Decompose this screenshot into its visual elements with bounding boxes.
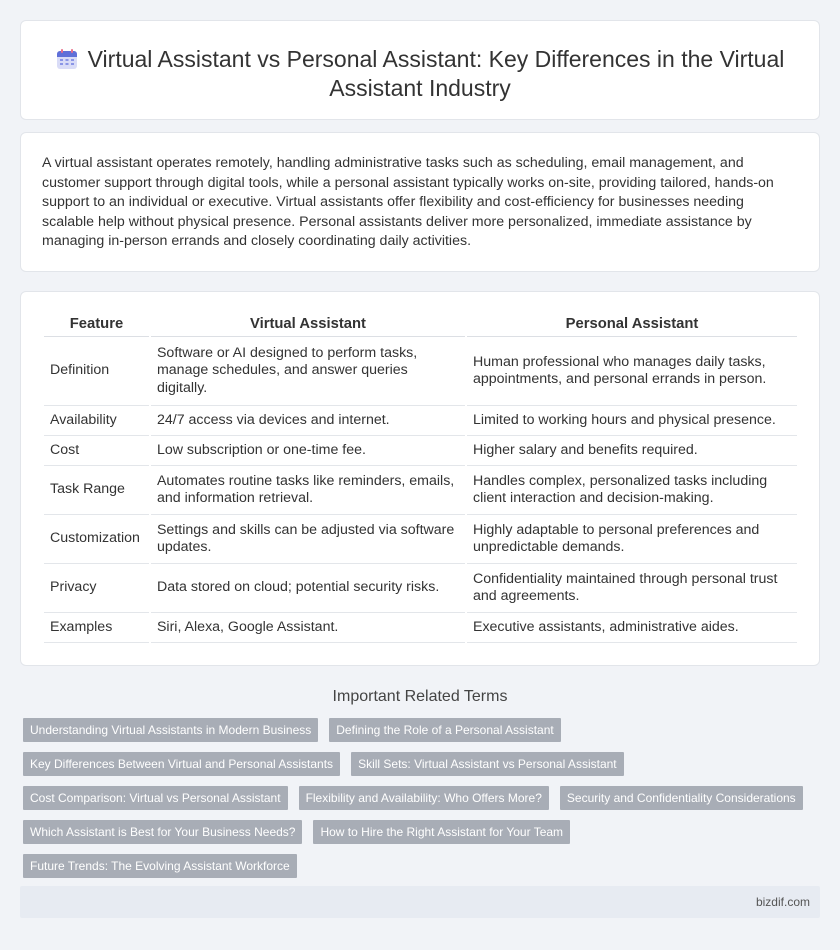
tag-row xyxy=(20,854,820,878)
table-row xyxy=(44,466,797,515)
personal-cell: Executive assistants, administrative aides. xyxy=(467,613,797,643)
virtual-cell: 24/7 access via devices and internet. xyxy=(151,406,465,436)
table-row xyxy=(44,515,797,564)
footer xyxy=(20,886,820,918)
related-term-link[interactable]: Key Differences Between Virtual and Personal Assistants xyxy=(23,752,340,776)
comparison-table-card xyxy=(20,291,820,666)
footer-site-link[interactable]: bizdif.com xyxy=(755,895,810,909)
feature-cell: Privacy xyxy=(44,564,149,613)
title-text: Virtual Assistant vs Personal Assistant: Key Differences in the Virtual Assistant Industry xyxy=(87,46,785,101)
table-row xyxy=(44,337,797,406)
personal-cell: Limited to working hours and physical presence. xyxy=(467,406,797,436)
tag-row xyxy=(20,718,820,742)
feature-cell: Customization xyxy=(44,515,149,564)
personal-cell: Higher salary and benefits required. xyxy=(467,436,797,466)
tag-row xyxy=(20,820,820,844)
table-row xyxy=(44,436,797,466)
feature-cell: Task Range xyxy=(44,466,149,515)
related-terms-heading: Important Related Terms xyxy=(332,688,508,705)
title-card xyxy=(20,20,820,120)
related-term-link[interactable]: Skill Sets: Virtual Assistant vs Personal Assistant xyxy=(351,752,624,776)
virtual-cell: Software or AI designed to perform tasks, manage schedules, and answer queries digitally. xyxy=(151,337,465,406)
page-title xyxy=(21,45,819,103)
feature-cell: Cost xyxy=(44,436,149,466)
intro-card xyxy=(20,132,820,272)
related-term-link[interactable]: Understanding Virtual Assistants in Modern Business xyxy=(23,718,318,742)
related-term-link[interactable]: Defining the Role of a Personal Assistant xyxy=(329,718,560,742)
personal-cell: Human professional who manages daily tasks, appointments, and personal errands in person. xyxy=(467,337,797,406)
virtual-cell: Siri, Alexa, Google Assistant. xyxy=(151,613,465,643)
table-row xyxy=(44,613,797,643)
comparison-table xyxy=(42,312,799,643)
table-header-row xyxy=(44,312,797,337)
related-term-link[interactable]: Cost Comparison: Virtual vs Personal Assistant xyxy=(23,786,288,810)
table-row xyxy=(44,406,797,436)
related-term-link[interactable]: Future Trends: The Evolving Assistant Workforce xyxy=(23,854,297,878)
personal-cell: Handles complex, personalized tasks including client interaction and decision-making. xyxy=(467,466,797,515)
related-term-link[interactable]: Flexibility and Availability: Who Offers More? xyxy=(299,786,549,810)
related-terms-list xyxy=(20,718,820,888)
tag-row xyxy=(20,786,820,810)
virtual-cell: Automates routine tasks like reminders, emails, and information retrieval. xyxy=(151,466,465,515)
title-wrap xyxy=(21,45,819,103)
personal-cell: Confidentiality maintained through personal trust and agreements. xyxy=(467,564,797,613)
tag-row xyxy=(20,752,820,776)
virtual-cell: Low subscription or one-time fee. xyxy=(151,436,465,466)
feature-cell: Definition xyxy=(44,337,149,406)
related-term-link[interactable]: Which Assistant is Best for Your Business Needs? xyxy=(23,820,302,844)
related-term-link[interactable]: Security and Confidentiality Considerations xyxy=(560,786,803,810)
virtual-cell: Settings and skills can be adjusted via software updates. xyxy=(151,515,465,564)
feature-cell: Examples xyxy=(44,613,149,643)
personal-cell: Highly adaptable to personal preferences and unpredictable demands. xyxy=(467,515,797,564)
feature-cell: Availability xyxy=(44,406,149,436)
header-virtual-assistant: Virtual Assistant xyxy=(151,312,465,337)
table-row xyxy=(44,564,797,613)
header-personal-assistant: Personal Assistant xyxy=(467,312,797,337)
virtual-cell: Data stored on cloud; potential security risks. xyxy=(151,564,465,613)
related-term-link[interactable]: How to Hire the Right Assistant for Your Team xyxy=(313,820,570,844)
calendar-icon xyxy=(56,48,78,70)
intro-paragraph: A virtual assistant operates remotely, handling administrative tasks such as scheduling, email management, and customer support through digital tools, while a personal assistant typically works on-site, providing tailored, hands-on support to an individual or executive. Virtual assistants offer flexibility and cost-efficiency for businesses needing scalable help without physical presence. Personal assistants deliver more personalized, immediate assistance by managing in-person errands and closely coordinating daily activities. xyxy=(42,155,774,250)
header-feature: Feature xyxy=(44,312,149,337)
